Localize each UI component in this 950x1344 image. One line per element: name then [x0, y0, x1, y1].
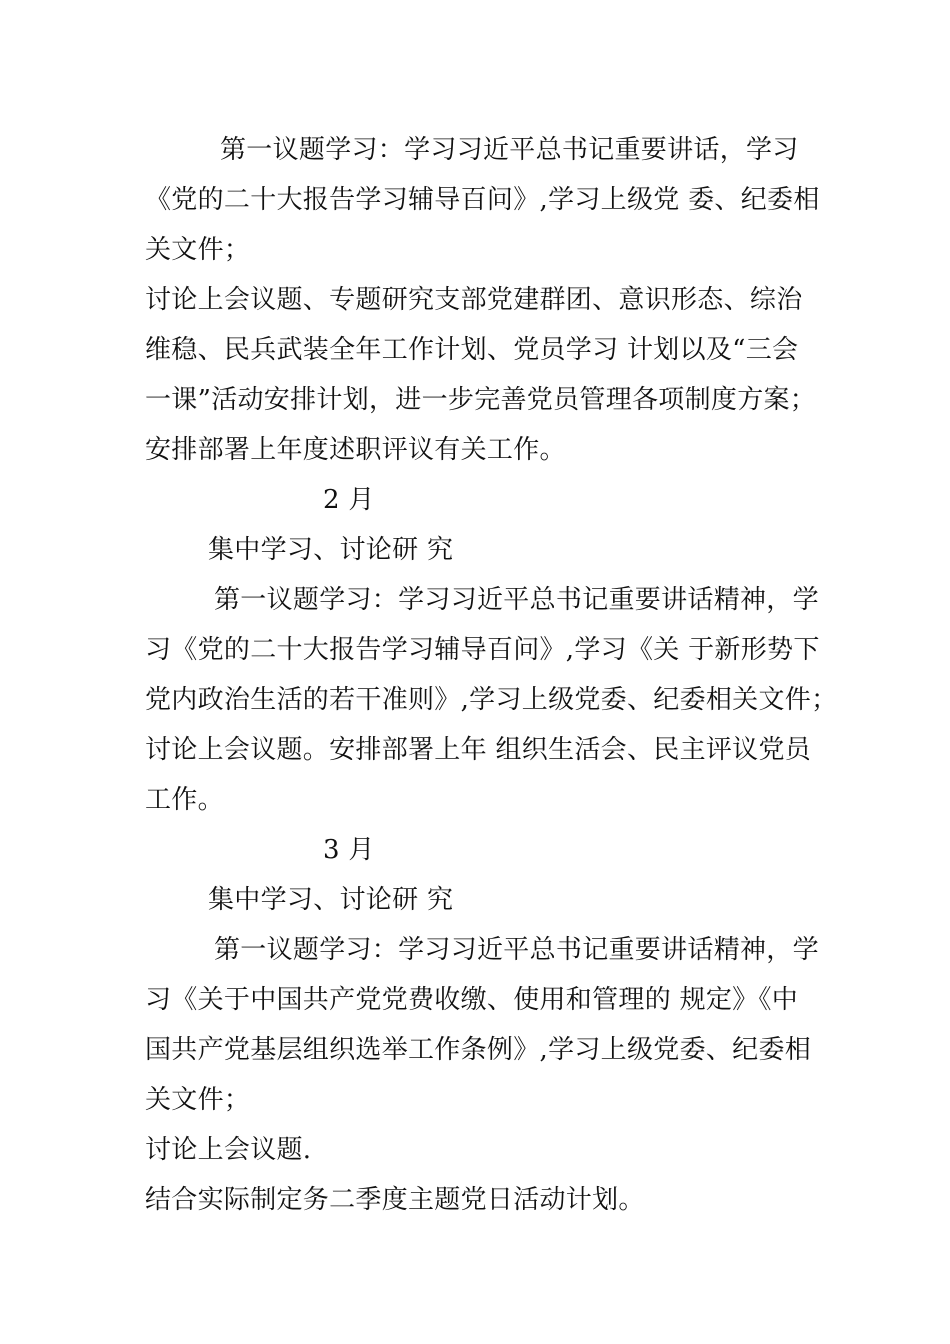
paragraph-line: 讨论上会议题、专题研究支部党建群团、意识形态、综治	[145, 285, 803, 315]
paragraph-line: 第一议题学习：学习习近平总书记重要讲话精神，学	[214, 935, 819, 965]
month-heading-mar: 3 月	[323, 835, 375, 865]
paragraph-line: 工作。	[145, 785, 224, 815]
paragraph-line: 《党的二十大报告学习辅导百问》,学习上级党 委、纪委相	[145, 185, 820, 215]
paragraph-line: 国共产党基层组织选举工作条例》,学习上级党委、纪委相	[145, 1035, 812, 1065]
month-heading-feb: 2 月	[323, 485, 375, 515]
paragraph-line: 关文件；	[145, 235, 251, 265]
paragraph-line: 党内政治生活的若干准则》,学习上级党委、纪委相关文件；	[145, 685, 838, 715]
paragraph-line: 关文件；	[145, 1085, 251, 1115]
paragraph-line: 一课”活动安排计划，进一步完善党员管理各项制度方案；	[145, 385, 817, 415]
paragraph-line: 习《关于中国共产党党费收缴、使用和管理的 规定》《中	[145, 985, 799, 1015]
paragraph-line: 维稳、民兵武装全年工作计划、党员学习 计划以及“三会	[145, 335, 799, 365]
section-subheading: 集中学习、讨论研 究	[208, 535, 454, 565]
paragraph-line: 第一议题学习：学习习近平总书记重要讲话精神，学	[214, 585, 819, 615]
section-subheading: 集中学习、讨论研 究	[208, 885, 454, 915]
paragraph-line: 讨论上会议题。安排部署上年 组织生活会、民主评议党员	[145, 735, 812, 765]
paragraph-line: 讨论上会议题.	[145, 1135, 312, 1165]
paragraph-line: 安排部署上年度述职评议有关工作。	[145, 435, 566, 465]
paragraph-line: 习《党的二十大报告学习辅导百问》,学习《关 于新形势下	[145, 635, 820, 665]
paragraph-line: 结合实际制定务二季度主题党日活动计划。	[145, 1185, 645, 1215]
paragraph-line: 第一议题学习：学习习近平总书记重要讲话，学习	[220, 135, 799, 165]
